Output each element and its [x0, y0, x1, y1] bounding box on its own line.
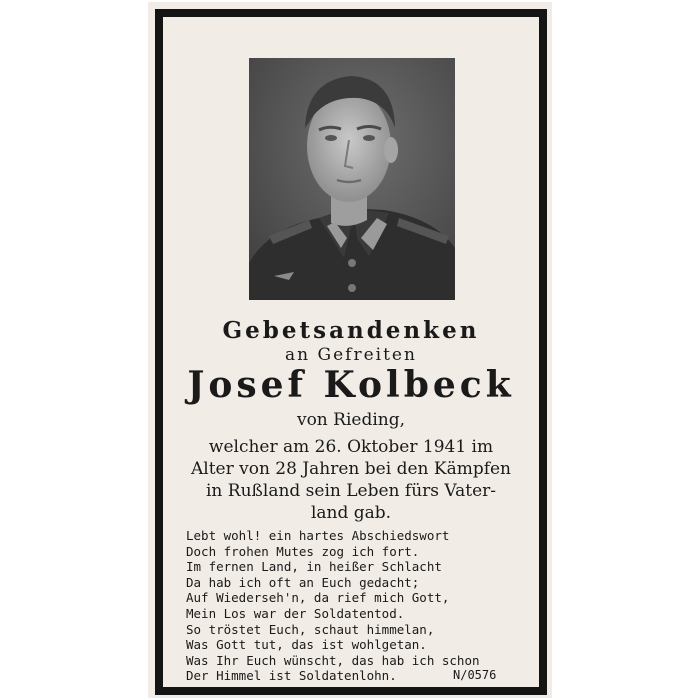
- poem-line: Der Himmel ist Soldatenlohn.: [186, 668, 397, 684]
- bio-line: welcher am 26. Oktober 1941 im: [208, 437, 494, 457]
- origin-line: von Rieding,: [296, 410, 406, 430]
- poem-line: Mein Los war der Soldatentod.: [186, 605, 405, 621]
- bio-line: in Rußland sein Leben fürs Vater-: [205, 481, 497, 501]
- soldier-portrait-image: [249, 58, 455, 300]
- deceased-name: Josef Kolbeck: [187, 364, 515, 406]
- poem-line: So tröstet Euch, schaut himmelan,: [186, 621, 435, 637]
- farewell-poem: [186, 528, 516, 684]
- catalog-number: N/0576: [453, 668, 497, 682]
- poem-line: Lebt wohl! ein hartes Abschiedswort: [186, 528, 450, 543]
- card-heading: Gebetsandenken: [222, 317, 480, 344]
- biography-text: [176, 436, 526, 524]
- soldier-portrait-photo: [249, 58, 455, 300]
- poem-line: Was Gott tut, das ist wohlgetan.: [186, 637, 427, 653]
- rank-line: an Gefreiten: [285, 345, 417, 365]
- poem-line: Im fernen Land, in heißer Schlacht: [186, 559, 442, 575]
- poem-line: Doch frohen Mutes zog ich fort.: [186, 543, 420, 559]
- poem-line: Was Ihr Euch wünscht, das hab ich schon: [186, 652, 480, 668]
- poem-line: Da hab ich oft an Euch gedacht;: [186, 574, 420, 590]
- bio-line: land gab.: [310, 503, 392, 523]
- poem-line: Auf Wiederseh'n, da rief mich Gott,: [186, 590, 450, 606]
- bio-line: Alter von 28 Jahren bei den Kämpfen: [190, 459, 512, 479]
